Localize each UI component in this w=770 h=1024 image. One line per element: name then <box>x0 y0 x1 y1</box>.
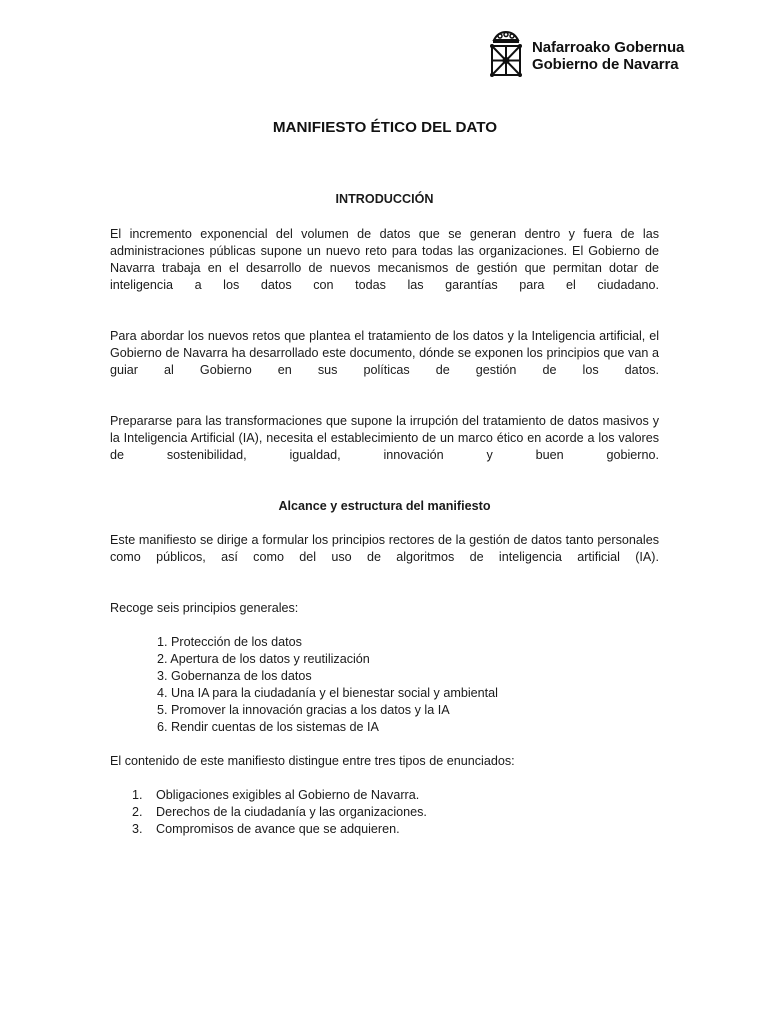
intro-heading: INTRODUCCIÓN <box>335 192 434 206</box>
org-name-spanish: Gobierno de Navarra <box>532 56 679 73</box>
kind-item <box>132 787 659 804</box>
principle-item: 1. Protección de los datos <box>157 635 302 649</box>
kind-text: Compromisos de avance que se adquieren. <box>156 822 400 836</box>
navarra-coat-of-arms-icon <box>489 31 523 77</box>
principle-item: 3. Gobernanza de los datos <box>157 669 312 683</box>
scope-paragraph: Este manifiesto se dirige a formular los principios rectores de la gestión de datos tanto personales como públicos, así como del uso de algoritmos de inteligencia artificial (IA). <box>110 533 659 564</box>
org-name-basque: Nafarroako Gobernua <box>532 39 685 56</box>
kind-number: 2. <box>132 805 143 819</box>
principle-item: 6. Rendir cuentas de los sistemas de IA <box>157 720 379 734</box>
document-title: MANIFIESTO ÉTICO DEL DATO <box>272 119 498 136</box>
scope-heading: Alcance y estructura del manifiesto <box>278 499 491 513</box>
intro-paragraph: El incremento exponencial del volumen de datos que se generan dentro y fuera de las administraciones públicas supone un nuevo reto para todas las organizaciones. El Gobierno de Navarra trabaja en el desarrollo de nuevos mecanismos de gestión que permitan dotar de inteligencia a los datos con todas las garantías para el ciudadano. <box>110 227 659 292</box>
kinds-list <box>132 787 659 838</box>
kind-text: Derechos de la ciudadanía y las organizaciones. <box>156 805 427 819</box>
kind-item <box>132 821 659 838</box>
kinds-intro: El contenido de este manifiesto distingue entre tres tipos de enunciados: <box>110 754 515 768</box>
header-logo <box>489 31 684 77</box>
principle-item: 5. Promover la innovación gracias a los datos y la IA <box>157 703 450 717</box>
kind-number: 3. <box>132 822 143 836</box>
document-body <box>110 191 659 838</box>
principles-intro: Recoge seis principios generales: <box>110 601 299 615</box>
kind-item <box>132 804 659 821</box>
principle-item: 4. Una IA para la ciudadanía y el bienestar social y ambiental <box>157 686 498 700</box>
intro-paragraph: Para abordar los nuevos retos que plantea el tratamiento de los datos y la Inteligencia artificial, el Gobierno de Navarra ha desarrollado este documento, dónde se exponen los principios que van a guiar al Gobierno en sus políticas de gestión de los datos. <box>110 329 659 377</box>
principle-item: 2. Apertura de los datos y reutilización <box>157 652 370 666</box>
kind-number: 1. <box>132 788 143 802</box>
intro-paragraph: Prepararse para las transformaciones que supone la irrupción del tratamiento de datos masivos y la Inteligencia Artificial (IA), necesita el establecimiento de un marco ético en acorde a los valores de sostenibilidad, igualdad, innovación y buen gobierno. <box>110 414 659 462</box>
kind-text: Obligaciones exigibles al Gobierno de Navarra. <box>156 788 420 802</box>
principles-list <box>157 634 659 736</box>
